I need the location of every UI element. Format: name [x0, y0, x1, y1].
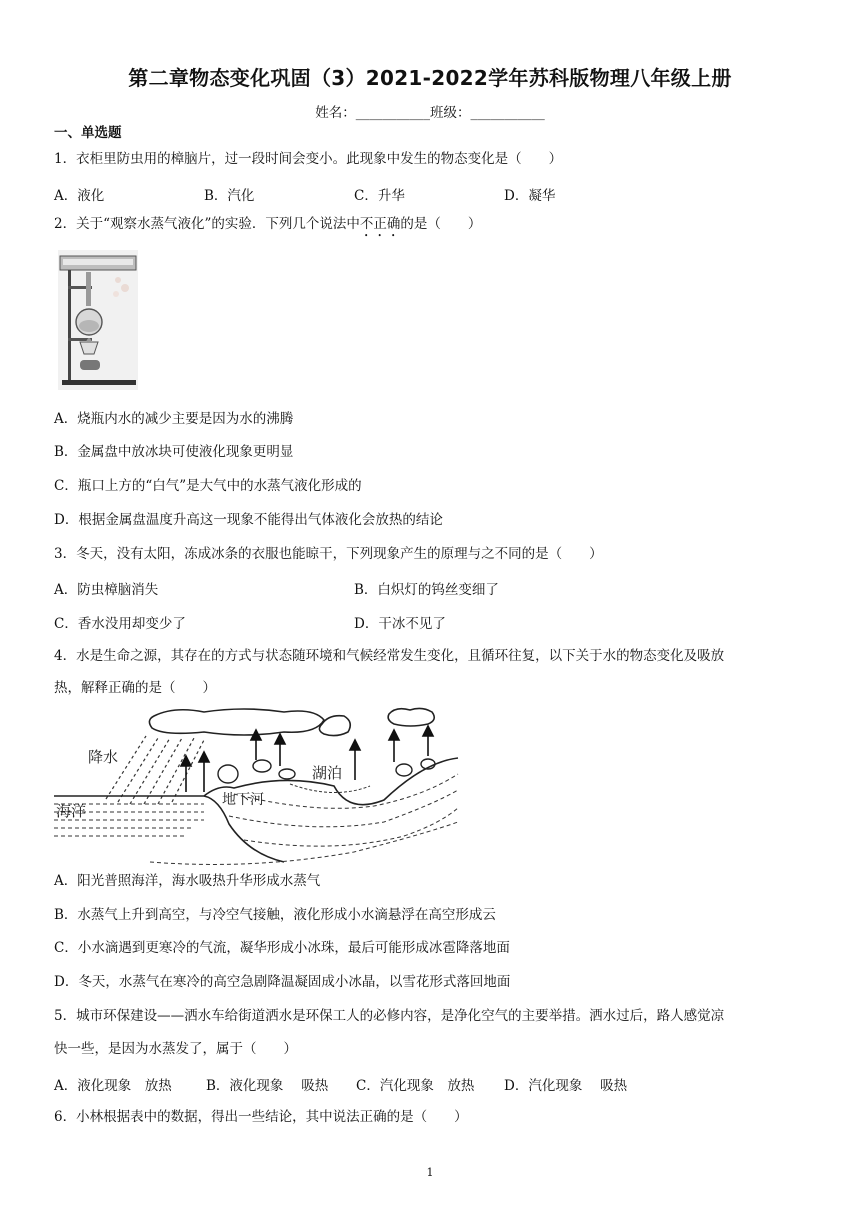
q4-option-a: A．阳光普照海洋，海水吸热升华形成水蒸气	[54, 873, 321, 889]
q2-stem-emphasis: 不正确	[359, 216, 401, 232]
q4-option-c: C．小水滴遇到更寒冷的气流，凝华形成小冰珠，最后可能形成冰雹降落地面	[54, 940, 510, 956]
page-number: 1	[426, 1166, 434, 1179]
water-cycle-figure	[54, 704, 464, 866]
question-6-stem: 6．小林根据表中的数据，得出一些结论，其中说法正确的是（ ）	[54, 1109, 468, 1125]
class-blank: ___________	[470, 105, 545, 121]
label-lake: 湖泊	[312, 764, 343, 782]
q1-option-d: D．凝华	[504, 188, 556, 204]
q3-option-a: A．防虫樟脑消失	[54, 582, 159, 598]
question-5-stem-line1: 5．城市环保建设——洒水车给街道洒水是环保工人的必修内容，是净化空气的主要举措。洒水过后，路人感觉凉	[54, 1008, 725, 1024]
question-1-stem: 1．衣柜里防虫用的樟脑片，过一段时间会变小。此现象中发生的物态变化是（ ）	[54, 151, 563, 167]
q1-option-c: C．升华	[354, 188, 405, 204]
q1-option-b: B．汽化	[204, 188, 255, 204]
q5-option-a: A．液化现象 放热	[54, 1078, 172, 1094]
q5-option-d: D．汽化现象 吸热	[504, 1078, 628, 1094]
q2-option-d: D．根据金属盘温度升高这一现象不能得出气体液化会放热的结论	[54, 512, 443, 528]
page-title: 第二章物态变化巩固（3）2021-2022学年苏科版物理八年级上册	[128, 66, 732, 90]
class-label: 班级：	[430, 105, 471, 121]
label-precipitation: 降水	[88, 748, 119, 766]
question-2-stem	[54, 215, 481, 240]
question-4-stem-line2: 热，解释正确的是（ ）	[54, 680, 216, 696]
question-4-stem-line1: 4．水是生命之源，其存在的方式与状态随环境和气候经常发生变化，且循环往复，以下关于水的物态变化及吸放	[54, 648, 725, 664]
label-underground-river: 地下河	[222, 792, 264, 808]
name-label: 姓名：	[315, 105, 356, 121]
q5-option-b: B．液化现象 吸热	[206, 1078, 329, 1094]
q3-option-b: B．白炽灯的钨丝变细了	[354, 582, 499, 598]
q3-option-d: D．干冰不见了	[354, 616, 446, 632]
apparatus-figure	[58, 250, 178, 390]
q2-stem-prefix: 2．关于“观察水蒸气液化”的实验．下列几个说法中	[54, 216, 360, 232]
section-title: 一、单选题	[54, 125, 122, 141]
q3-option-c: C．香水没用却变少了	[54, 616, 186, 632]
q2-option-c: C．瓶口上方的“白气”是大气中的水蒸气液化形成的	[54, 478, 362, 494]
q4-option-b: B．水蒸气上升到高空，与冷空气接触，液化形成小水滴悬浮在高空形成云	[54, 907, 496, 923]
q1-option-a: A．液化	[54, 188, 105, 204]
name-class-line	[0, 101, 860, 121]
q4-option-d: D．冬天，水蒸气在寒冷的高空急剧降温凝固成小冰晶，以雪花形式落回地面	[54, 974, 511, 990]
q2-stem-suffix: 的是（ ）	[400, 216, 482, 232]
q2-option-a: A．烧瓶内水的减少主要是因为水的沸腾	[54, 411, 294, 427]
label-ocean: 海洋	[56, 802, 87, 820]
q2-option-b: B．金属盘中放冰块可使液化现象更明显	[54, 444, 294, 460]
question-5-stem-line2: 快一些，是因为水蒸发了，属于（ ）	[54, 1041, 297, 1057]
q5-option-c: C．汽化现象 放热	[356, 1078, 475, 1094]
question-3-stem: 3．冬天，没有太阳，冻成冰条的衣服也能晾干，下列现象产生的原理与之不同的是（ ）	[54, 546, 603, 562]
name-blank: ___________	[355, 105, 430, 121]
